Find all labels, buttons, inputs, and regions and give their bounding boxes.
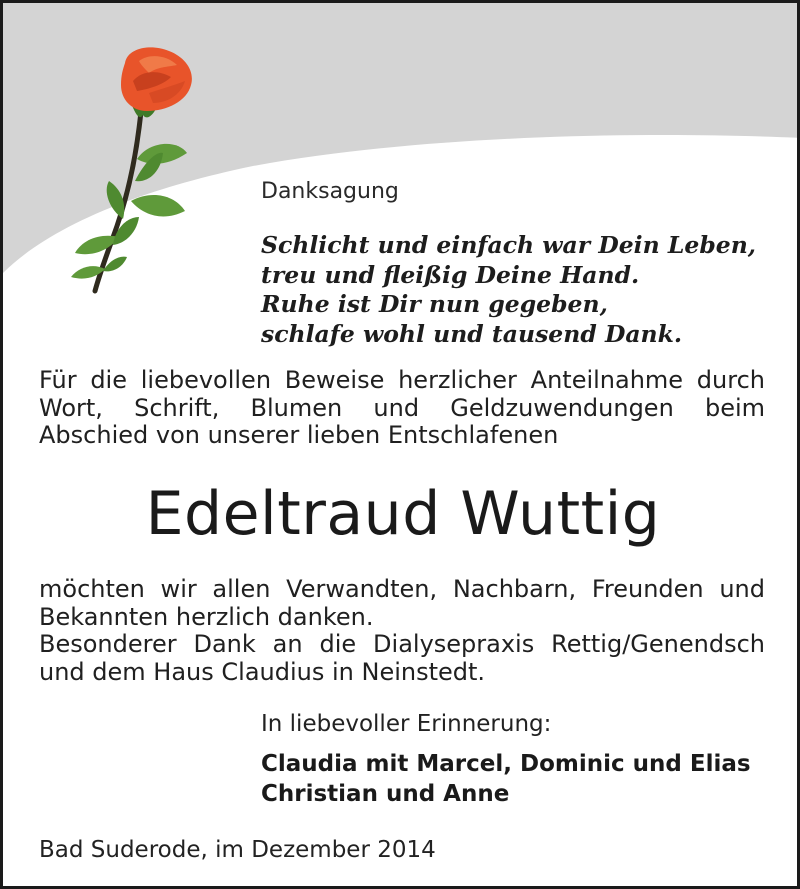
signers (261, 749, 751, 809)
intro-paragraph (39, 367, 765, 450)
deceased-name: Edeltraud Wuttig (145, 479, 661, 549)
place-and-date: Bad Suderode, im Dezember 2014 (39, 837, 436, 863)
poem-line: Ruhe ist Dir nun gegeben, (261, 290, 608, 318)
thanks-line: Bekannten herzlich danken. (39, 602, 374, 631)
heading-danksagung: Danksagung (261, 179, 399, 204)
poem-line: schlafe wohl und tausend Dank. (261, 319, 683, 348)
thanks-line: möchten wir allen Verwandten, Nachbarn, Freunden und (39, 575, 765, 603)
intro-line: Abschied von unserer lieben Entschlafenen (39, 421, 559, 449)
intro-line: Wort, Schrift, Blumen und Geldzuwendungen beim (39, 393, 765, 422)
signer-line: Claudia mit Marcel, Dominic und Elias (261, 751, 751, 777)
intro-line: Für die liebevollen Beweise herzlicher Anteilnahme durch (39, 366, 765, 394)
thanks-line: Besonderer Dank an die Dialysepraxis Rettig/Genendsch (39, 630, 765, 658)
poem-line: treu und fleißig Deine Hand. (261, 260, 640, 289)
memory-label: In liebevoller Erinnerung: (261, 711, 552, 737)
rose-icon (53, 41, 213, 301)
thanks-line: und dem Haus Claudius in Neinstedt. (39, 657, 486, 686)
thanks-paragraph (39, 576, 765, 686)
poem (261, 231, 781, 349)
signer-line: Christian und Anne (261, 781, 510, 807)
poem-line: Schlicht und einfach war Dein Leben, (261, 231, 756, 259)
